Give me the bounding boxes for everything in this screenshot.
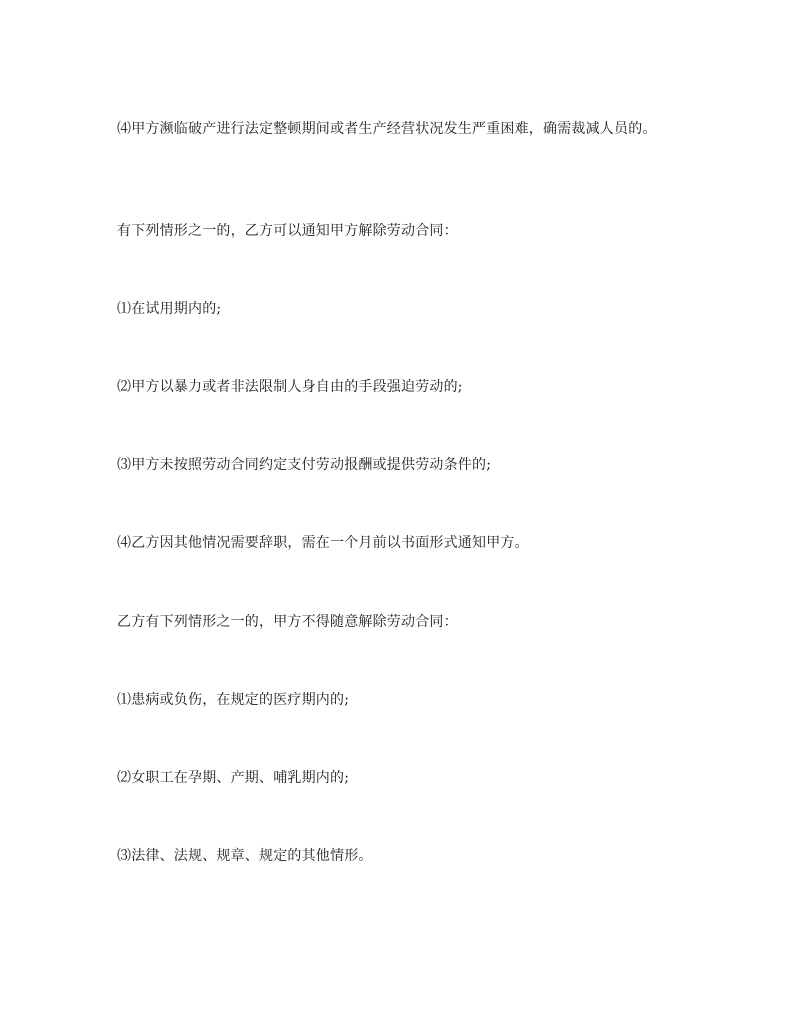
paragraph-resignation-notice-clause: ⑷乙方因其他情况需要辞职，需在一个月前以书面形式通知甲方。 xyxy=(117,535,529,551)
paragraph-pregnancy-clause: ⑵女职工在孕期、产期、哺乳期内的; xyxy=(117,770,350,786)
paragraph-illness-injury-clause: ⑴患病或负伤，在规定的医疗期内的; xyxy=(117,692,350,708)
paragraph-forced-labor-clause: ⑵甲方以暴力或者非法限制人身自由的手段强迫劳动的; xyxy=(117,379,463,395)
paragraph-employee-termination-heading: 有下列情形之一的，乙方可以通知甲方解除劳动合同： xyxy=(117,223,458,239)
paragraph-protected-employee-heading: 乙方有下列情形之一的，甲方不得随意解除劳动合同： xyxy=(117,614,458,630)
paragraph-unpaid-wages-clause: ⑶甲方未按照劳动合同约定支付劳动报酬或提供劳动条件的; xyxy=(117,457,492,473)
paragraph-other-legal-clause: ⑶法律、法规、规章、规定的其他情形。 xyxy=(117,848,373,864)
paragraph-probation-clause: ⑴在试用期内的; xyxy=(117,301,222,317)
paragraph-employer-bankruptcy-clause: ⑷甲方濒临破产进行法定整顿期间或者生产经营状况发生严重困难，确需裁减人员的。 xyxy=(117,121,657,137)
